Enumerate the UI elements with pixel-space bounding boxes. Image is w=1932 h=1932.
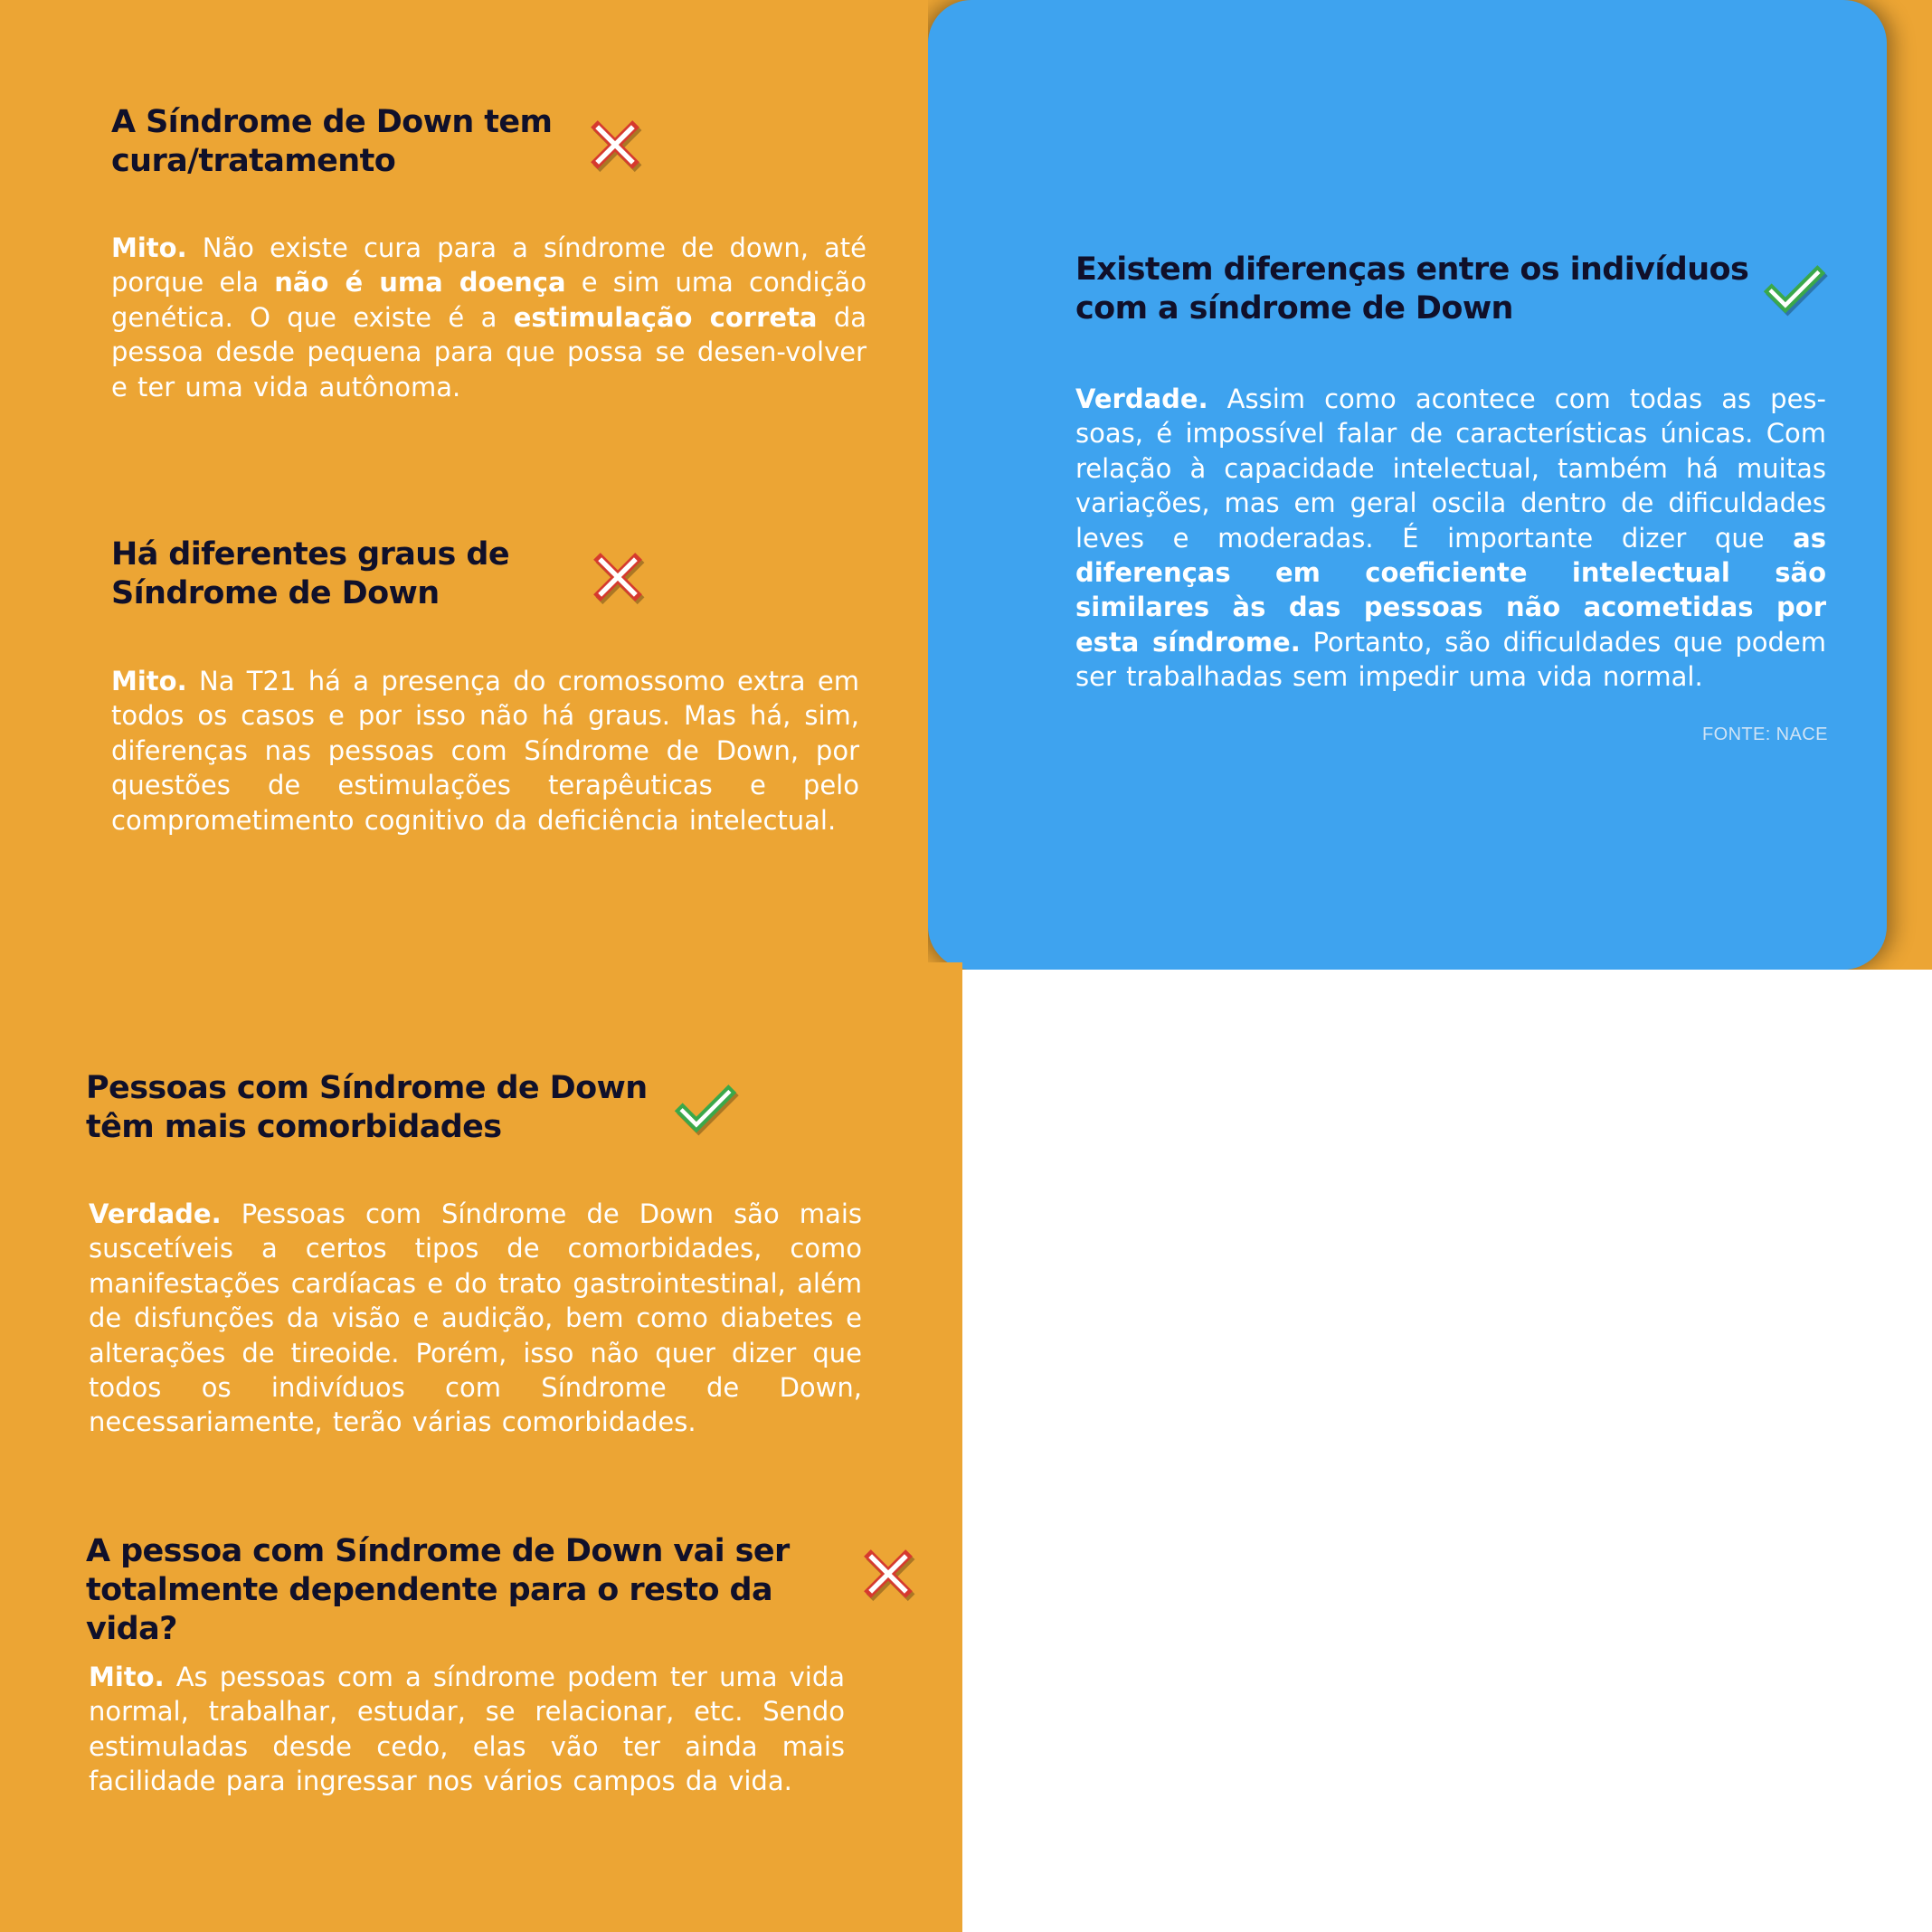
panel-truth-differences: [928, 0, 1932, 970]
answer-text: Não existe cura para a síndrome de down, até porque ela: [111, 232, 867, 298]
answer-text: Assim como acontece com todas as pes-soas, é impossível falar de características únicas. Com relação à capacidade intelectual, também há muitas variações, mas em geral oscila dentro de dificuldades leves e moderadas. É importante dizer que: [1075, 384, 1826, 554]
verdict-label: Mito.: [89, 1662, 165, 1692]
question-dependence-title: [86, 1532, 864, 1649]
answer-text: da pessoa desde pequena para que possa se desen-volver e ter uma vida autônoma.: [111, 301, 867, 402]
question-differences-answer: [1075, 382, 1826, 695]
answer-emphasis: não é uma doença: [274, 267, 566, 298]
question-differences-title: [1075, 251, 1781, 328]
question-cure-title-line1: A Síndrome de Down tem: [111, 104, 553, 140]
answer-text: Na T21 há a presença do cromossomo extra em todos os casos e por isso não há graus. Mas há, sim, diferenças nas pessoas com Síndrome de Down, por questões de estimulações terapêuticas e pelo comprometimento cognitivo da deficiência intelectual.: [111, 666, 859, 836]
blank-area: [962, 970, 1932, 1932]
cross-icon: [586, 116, 644, 174]
question-differences-title-line2: com a síndrome de Down: [1075, 290, 1513, 327]
question-dependence-title-line2: totalmente dependente para o resto da vida?: [86, 1572, 772, 1647]
check-icon: [671, 1080, 740, 1140]
question-degrees-title-line2: Síndrome de Down: [111, 575, 440, 611]
panel-comorbidities-and-dependence: [0, 962, 962, 1932]
cross-icon: [859, 1545, 917, 1603]
question-dependence-answer: [89, 1660, 845, 1799]
question-dependence-title-line1: A pessoa com Síndrome de Down vai ser: [86, 1533, 790, 1569]
answer-emphasis: as diferenças em coeficiente intelectual são similares às das pessoas não acometidas por esta síndrome.: [1075, 522, 1826, 658]
question-cure-title-line2: cura/tratamento: [111, 143, 396, 179]
question-comorbidities-title-line1: Pessoas com Síndrome de Down: [86, 1070, 648, 1106]
verdict-label: Mito.: [111, 232, 187, 263]
question-comorbidities-title-line2: têm mais comorbidades: [86, 1109, 502, 1145]
answer-text: e sim uma condição genética. O que existe é a: [111, 267, 867, 333]
check-icon: [1760, 260, 1829, 320]
answer-text: Pessoas com Síndrome de Down são mais suscetíveis a certos tipos de comorbidades, como manifestações cardíacas e do trato gastrointestinal, além de disfunções da visão e audição, bem como diabetes e alterações de tireoide. Porém, isso não quer dizer que todos os indivíduos com Síndrome de Down, necessariamente, terão várias comorbidades.: [89, 1198, 862, 1438]
cross-icon: [589, 548, 647, 606]
question-degrees-title: [111, 535, 618, 613]
question-degrees-title-line1: Há diferentes graus de: [111, 536, 509, 573]
question-cure-answer: [111, 231, 867, 404]
answer-text: As pessoas com a síndrome podem ter uma vida normal, trabalhar, estudar, se relacionar, etc. Sendo estimuladas desde cedo, elas vão ter ainda mais facilidade para ingressar nos vários campos da vida.: [89, 1662, 845, 1797]
question-degrees-answer: [111, 664, 859, 838]
panel-myths-cure-and-degrees: [0, 0, 962, 962]
verdict-label: Verdade.: [89, 1198, 222, 1229]
answer-emphasis: estimulação correta: [513, 301, 818, 333]
answer-text: Portanto, são dificuldades que podem ser trabalhadas sem impedir uma vida normal.: [1075, 626, 1826, 693]
verdict-label: Verdade.: [1075, 384, 1208, 414]
question-comorbidities-answer: [89, 1197, 862, 1440]
source-label: FONTE: NACE: [1702, 724, 1828, 744]
verdict-label: Mito.: [111, 666, 187, 696]
question-cure-title: [111, 103, 618, 181]
question-comorbidities-title: [86, 1069, 665, 1147]
question-differences-title-line1: Existem diferenças entre os indivíduos: [1075, 251, 1749, 288]
